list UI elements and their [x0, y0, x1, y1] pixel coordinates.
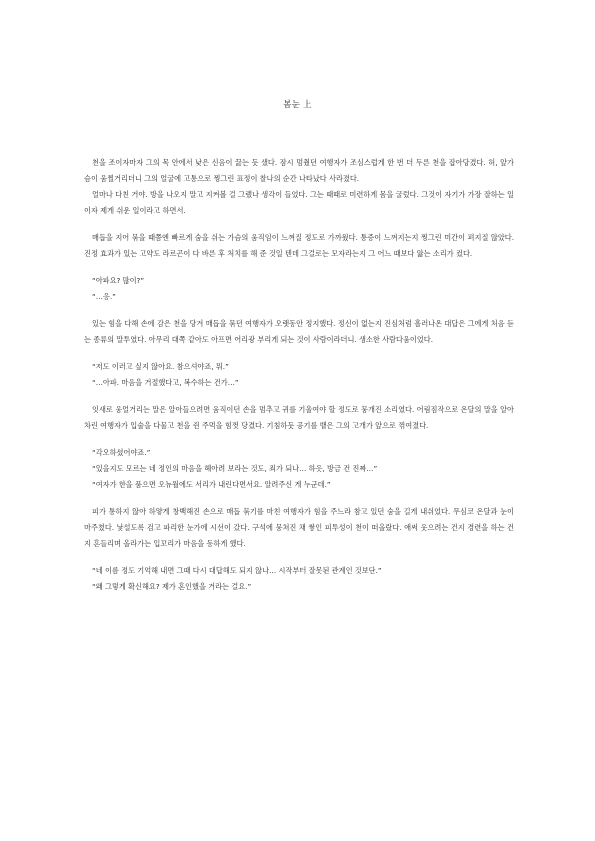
paragraph-gap	[84, 552, 514, 563]
paragraph: 피가 통하지 않아 하얗게 창백해진 손으로 매듭 묶기를 마친 여행자가 힘을 주느라 참고 있던 숨을 길게 내쉬었다. 무심코 온달과 눈이 마주쳤다. 낯설도록 검고 파리한 눈가에 시선이 갔다. 구석에 뭉쳐진 채 쌓인 피투성이 천이 떠올랐다. 애써 웃으려는 건지 경련을 하는 건지 흔들리며 올라가는 입꼬리가 마음을 동하게 했다.	[84, 507, 514, 548]
paragraph-gap	[84, 391, 514, 402]
paragraph-gap	[84, 262, 514, 273]
dialogue-line: “저도 이러고 싶지 않아요. 참으셔야죠, 뭐.”	[92, 362, 229, 371]
dialogue-line: “…아파. 마음을 거절했다고, 복수하는 건가…”	[92, 378, 239, 387]
paragraph-gap	[84, 348, 514, 359]
dialogue-line: “여자가 한을 품으면 오뉴월에도 서리가 내린다면서요. 알려주신 게 누군데.”	[92, 480, 331, 489]
dialogue-line: “왜 그렇게 확신해요? 제가 혼인했을 거라는 걸요.”	[92, 582, 252, 591]
paragraph-gap	[84, 305, 514, 316]
paragraph-gap	[84, 493, 514, 504]
dialogue-line: “아파요? 많이?”	[92, 276, 145, 285]
dialogue-line: “있을지도 모르는 네 정인의 마음을 헤아려 보라는 것도, 죄가 되나… 하읏, 방금 건 진짜…”	[92, 464, 378, 473]
paragraph: 매듭을 지어 묶을 때쯤엔 빠르게 숨을 쉬는 가슴의 움직임이 느껴질 정도로 가까웠다. 통증이 느껴지는지 찡그린 미간이 펴지질 않았다. 진정 효과가 있는 고약도 라르곤이 다 바른 후 처치를 해 준 것일 텐데 그걸로는 모자라는지 그 어느 때보다 앓는 소리가 컸다.	[84, 233, 514, 258]
dialogue-line: “…응.”	[92, 292, 116, 301]
dialogue-line: “네 이름 정도 기억해 내면 그때 다시 대답해도 되지 않나… 시작부터 잘못된 관계인 것보단.”	[92, 566, 382, 575]
paragraph: 잇새로 웅얼거리는 말은 알아들으려면 움직이던 손을 멈추고 귀를 기울여야 할 정도로 뭉개진 소리였다. 어림짐작으로 온달의 말을 알아차린 여행자가 입술을 다물고 천을 쥔 주먹을 힘껏 당겼다. 기침하듯 공기를 뱉은 그의 고개가 앞으로 꺾여졌다.	[84, 405, 514, 430]
dialogue-line: “각오하셨어야죠.”	[92, 448, 151, 457]
paragraph-gap	[84, 434, 514, 445]
paragraph: 있는 힘을 다해 손에 감은 천을 당겨 매듭을 묶던 여행자가 오랫동안 정지했다. 정신이 없는지 진심처럼 흘러나온 대답은 그에게 처음 듣는 종류의 말투였다. 아무리 대쪽 같아도 아프면 어리광 부리게 되는 것이 사람이라더니. 생소한 사람다움이었다.	[84, 319, 514, 344]
paragraph: 천을 조이자마자 그의 목 안에서 낮은 신음이 끓는 듯 샜다. 잠시 멈췄던 여행자가 조심스럽게 한 번 더 두른 천을 잡아당겼다. 허, 앞가슴이 움찔거리더니 그의 얼굴에 고통으로 찡그린 표정이 찰나의 순간 나타났다 사라졌다.	[84, 158, 514, 183]
page-title: 봄눈 上	[283, 100, 312, 110]
paragraph: 얼마나 다친 거야. 방을 나오지 말고 지켜볼 걸 그랬나 생각이 들었다. 그는 때때로 미련하게 몸을 굴렀다. 그것이 자기가 가장 잘하는 일이자 제게 쉬운 일이라고 하면서.	[84, 190, 514, 215]
paragraph-gap	[84, 219, 514, 230]
document-body	[84, 155, 514, 595]
